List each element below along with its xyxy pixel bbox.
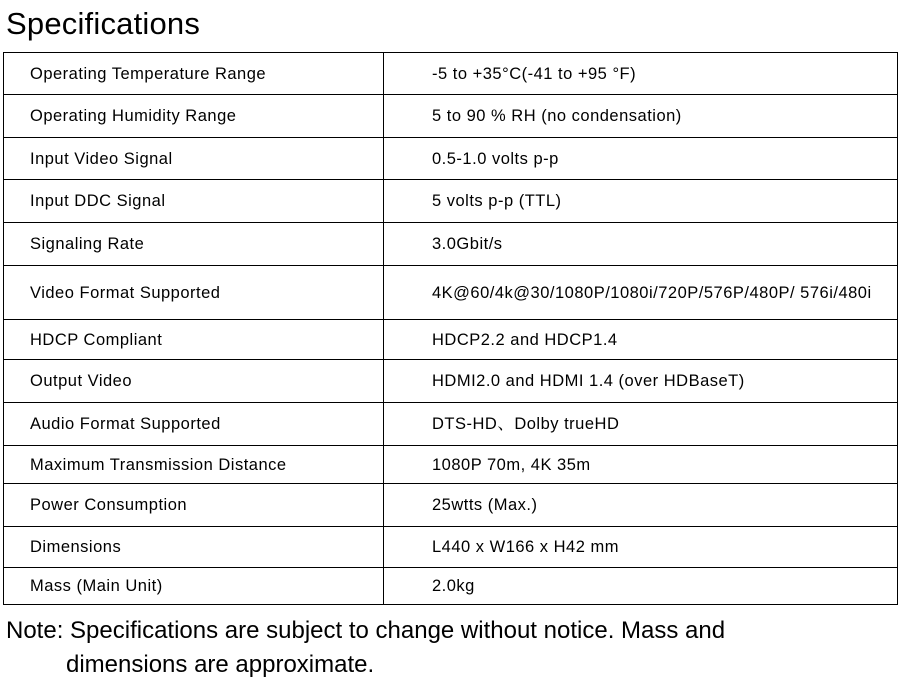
spec-value: 25wtts (Max.) — [384, 484, 898, 527]
table-row — [4, 527, 898, 568]
spec-value: HDCP2.2 and HDCP1.4 — [384, 320, 898, 360]
spec-value: -5 to +35°C(-41 to +95 °F) — [384, 53, 898, 95]
spec-label: Operating Humidity Range — [4, 95, 384, 138]
table-row — [4, 320, 898, 360]
table-row — [4, 138, 898, 180]
spec-label: Dimensions — [4, 527, 384, 568]
table-row — [4, 403, 898, 446]
table-row — [4, 446, 898, 484]
note-line-1: Note: Specifications are subject to change without notice. Mass and — [6, 617, 726, 644]
table-row — [4, 53, 898, 95]
spec-label: Power Consumption — [4, 484, 384, 527]
spec-label: Audio Format Supported — [4, 403, 384, 446]
spec-value: 5 volts p-p (TTL) — [384, 180, 898, 223]
spec-label: HDCP Compliant — [4, 320, 384, 360]
spec-label: Operating Temperature Range — [4, 53, 384, 95]
spec-value: 0.5-1.0 volts p-p — [384, 138, 898, 180]
note — [6, 614, 886, 682]
specifications-table — [3, 52, 898, 605]
spec-label: Maximum Transmission Distance — [4, 446, 384, 484]
table-row — [4, 484, 898, 527]
table-row — [4, 266, 898, 320]
table-row — [4, 223, 898, 266]
spec-value: 5 to 90 % RH (no condensation) — [384, 95, 898, 138]
spec-label: Video Format Supported — [4, 266, 384, 320]
spec-value: 3.0Gbit/s — [384, 223, 898, 266]
spec-label: Mass (Main Unit) — [4, 568, 384, 605]
spec-value: L440 x W166 x H42 mm — [384, 527, 898, 568]
table-row — [4, 95, 898, 138]
spec-label: Input DDC Signal — [4, 180, 384, 223]
spec-value: HDMI2.0 and HDMI 1.4 (over HDBaseT) — [384, 360, 898, 403]
page-title: Specifications — [6, 6, 201, 41]
table-row — [4, 568, 898, 605]
note-line-2: dimensions are approximate. — [66, 651, 375, 678]
spec-label: Output Video — [4, 360, 384, 403]
table-row — [4, 180, 898, 223]
spec-label: Signaling Rate — [4, 223, 384, 266]
spec-value: 1080P 70m, 4K 35m — [384, 446, 898, 484]
table-row — [4, 360, 898, 403]
spec-value: 2.0kg — [384, 568, 898, 605]
spec-value: DTS-HD、Dolby trueHD — [384, 403, 898, 446]
spec-label: Input Video Signal — [4, 138, 384, 180]
spec-value: 4K@60/4k@30/1080P/1080i/720P/576P/480P/ 576i/480i — [384, 266, 898, 320]
